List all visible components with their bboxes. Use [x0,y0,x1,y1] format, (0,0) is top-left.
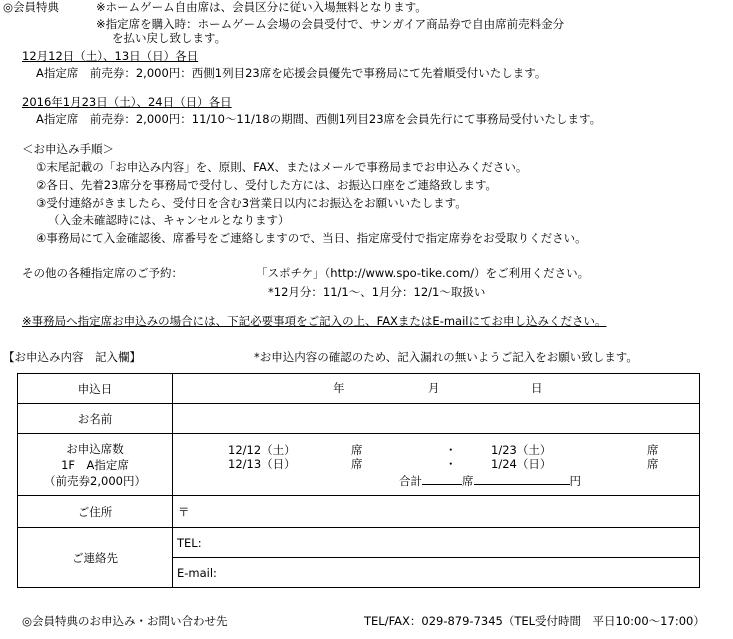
postal-mark: 〒 [178,505,190,519]
seat-unit-1-24: 席 [647,457,659,471]
seats-label-line-2: 1F A指定席 [61,457,129,472]
date-label: 申込日 [18,374,173,404]
day-1-24: 1/24（日） [491,457,552,471]
benefit-line-3: を払い戻し致します。 [112,31,227,45]
form-title: 【お申込み内容 記入欄】 [3,350,141,364]
date-day-label: 日 [531,381,543,395]
address-label: ご住所 [18,496,173,528]
seats-label [18,434,173,496]
seat-unit-12-13: 席 [351,457,363,471]
total-row [399,473,581,488]
seats-label-line-3: （前売券2,000円） [44,473,146,488]
contact-label: ご連絡先 [18,528,173,588]
procedure-step-3-note: （入金未確認時には、キャンセルとなります） [48,213,290,227]
seat-unit-1-23: 席 [647,443,659,457]
total-amount-blank[interactable] [474,473,570,485]
total-seats-blank[interactable] [422,473,462,485]
footer-contact-heading: ◎会員特典のお申込み・お問い合わせ先 [22,614,228,628]
name-field[interactable] [173,404,700,434]
separator-dot-1: ・ [445,443,457,457]
seats-label-line-1: お申込席数 [66,441,124,456]
day-12-13: 12/13（日） [228,457,296,471]
fax-notice: ※事務局へ指定席お申込みの場合には、下記必要事項をご記入の上、FAXまたはE-mailにてお申し込みください。 [22,314,607,328]
seats-field[interactable] [173,434,700,496]
event2-detail: A指定席 前売券：2,000円：11/10〜11/18の期間、西側1列目23席を会員先行にて事務局受付いたします。 [36,112,602,126]
event2-date: 2016年1月23日（土）、24日（日）各日 [22,95,232,109]
total-seat-unit: 席 [462,474,474,488]
benefit-line-1: ※ホームゲーム自由席は、会員区分に従い入場無料となります。 [96,0,427,14]
procedure-step-4: ④事務局にて入金確認後、席番号をご連絡しますので、当日、指定席受付で指定席券をお受取りください。 [36,231,587,245]
address-field[interactable] [173,496,700,528]
day-1-23: 1/23（土） [491,443,552,457]
benefit-heading: ◎会員特典 [3,0,60,14]
procedure-step-2: ②各日、先着23席分を事務局で受付し、受付した方には、お振込口座をご連絡致します。 [36,178,498,192]
form-row-tel [18,528,700,558]
procedure-step-1: ①末尾記載の「お申込み内容」を、原則、FAX、またはメールで事務局までお申込みください。 [36,160,528,174]
email-label: E-mail: [177,566,217,580]
tel-label: TEL: [177,536,202,550]
yen-label: 円 [569,474,581,488]
name-label: お名前 [18,404,173,434]
form-row-date [18,374,700,404]
total-label: 合計 [399,474,422,488]
other-text: 「スポチケ」（http://www.spo-tike.com/）をご利用ください。 [256,266,590,280]
application-form-table [17,373,700,588]
date-field[interactable] [173,374,700,404]
seat-unit-12-12: 席 [351,443,363,457]
date-year-label: 年 [333,381,345,395]
form-note: *お申込内容の確認のため、記入漏れの無いようご記入をお願い致します。 [254,350,638,364]
date-month-label: 月 [428,381,440,395]
benefit-line-2: ※指定席を購入時：ホームゲーム会場の会員受付で、サンガイア商品券で自由席前売料金分 [96,17,565,31]
procedure-step-3: ③受付連絡がきましたら、受付日を含む3営業日以内にお振込をお願いいたします。 [36,196,467,210]
event1-detail: A指定席 前売券：2,000円：西側1列目23席を応援会員優先で事務局にて先着順受付いたします。 [36,66,547,80]
email-field[interactable] [173,558,700,588]
event1-date: 12月12日（土）、13日（日）各日 [22,49,199,63]
other-label: その他の各種指定席のご予約： [22,266,183,280]
separator-dot-2: ・ [445,457,457,471]
day-12-12: 12/12（土） [228,443,296,457]
footer-tel-fax: TEL/FAX：029-879-7345（TEL受付時間 平日10:00〜17:00） [364,614,705,628]
tel-field[interactable] [173,528,700,558]
procedure-title: ＜お申込み手順＞ [22,142,114,156]
form-row-name [18,404,700,434]
form-row-address [18,496,700,528]
other-note: *12月分：11/1〜、1月分：12/1〜取扱い [268,285,486,299]
form-row-seats [18,434,700,496]
